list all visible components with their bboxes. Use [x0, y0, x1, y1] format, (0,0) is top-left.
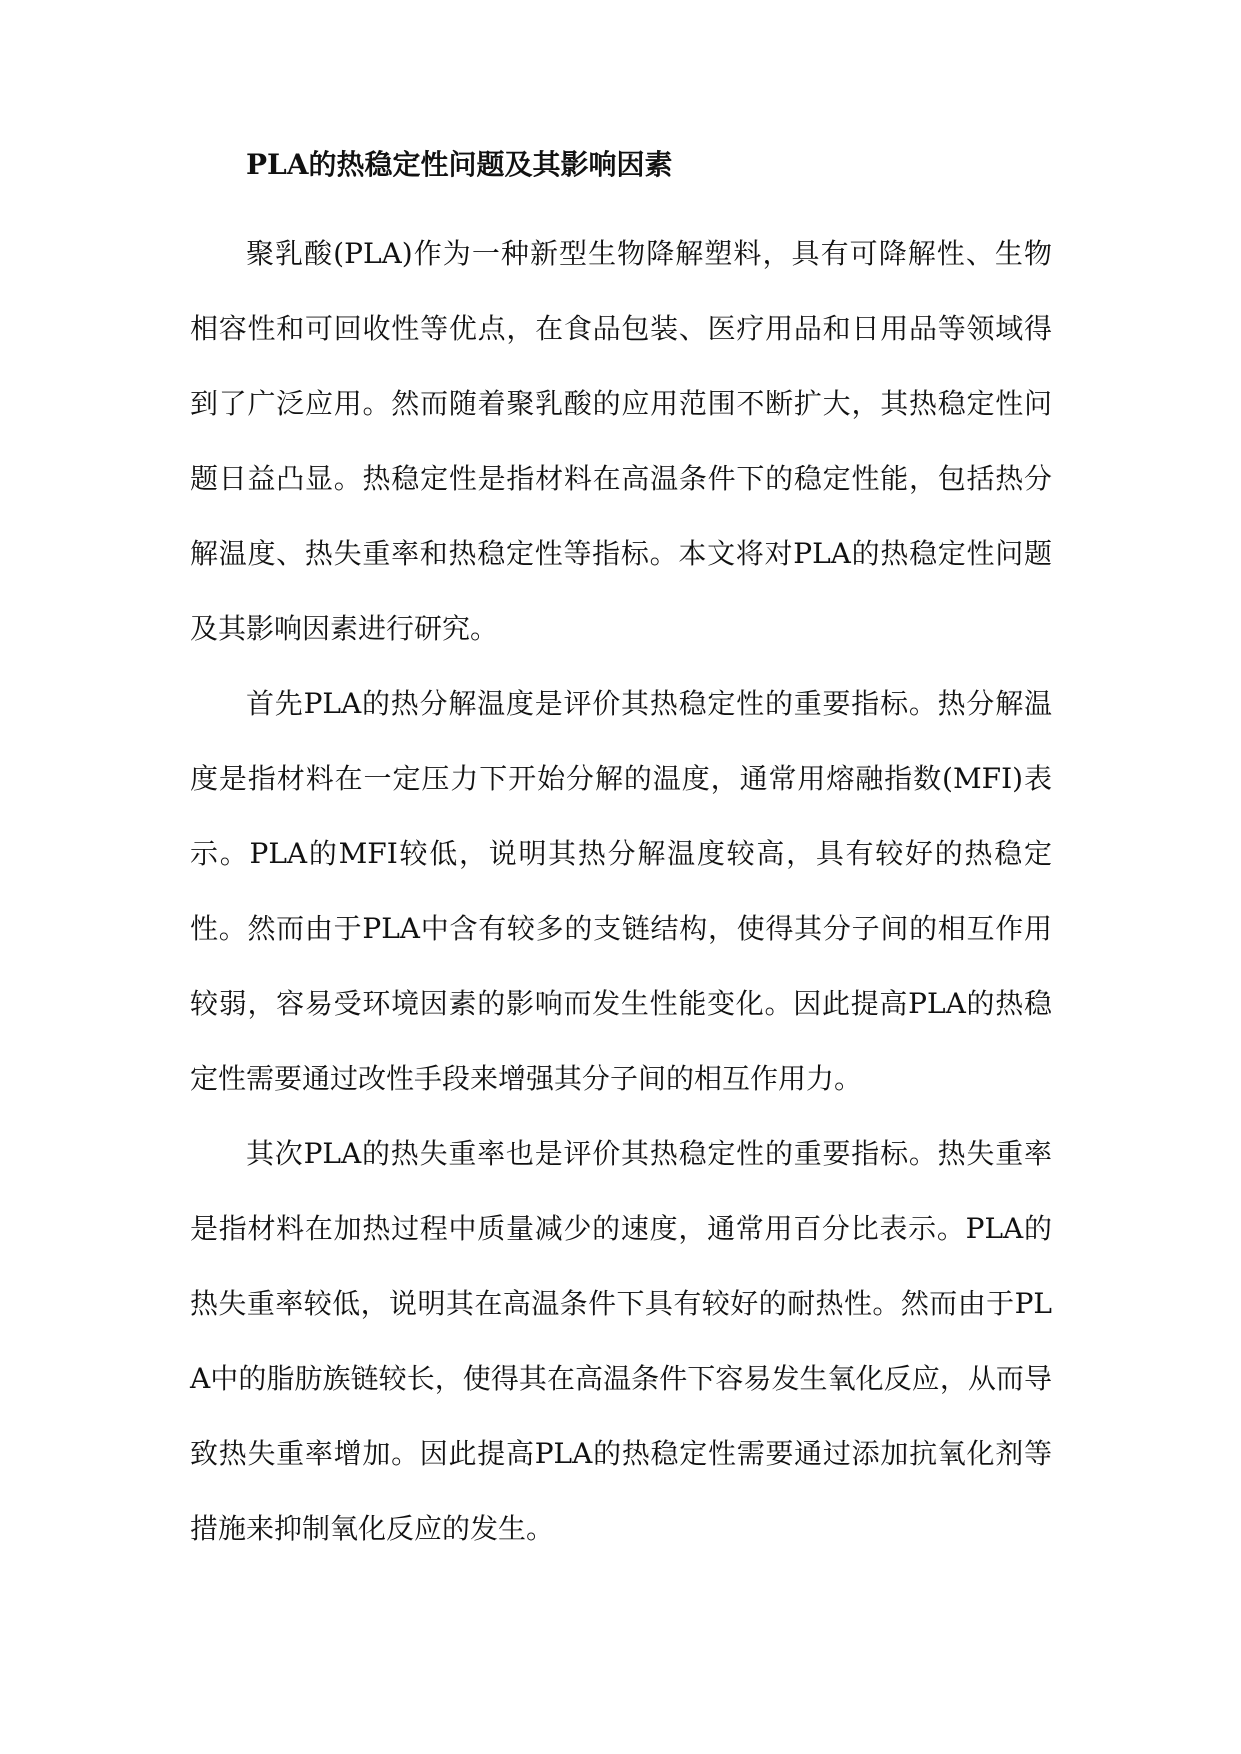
- paragraph-weight-loss-rate: 其次PLA的热失重率也是评价其热稳定性的重要指标。热失重率是指材料在加热过程中质量减少的速度，通常用百分比表示。PLA的热失重率较低，说明其在高温条件下具有较好的耐热性。然而由于PLA中的脂肪族链较长，使得其在高温条件下容易发生氧化反应，从而导致热失重率增加。因此提高PLA的热稳定性需要通过添加抗氧化剂等措施来抑制氧化反应的发生。: [190, 1137, 1052, 1545]
- paragraph-introduction: 聚乳酸(PLA)作为一种新型生物降解塑料，具有可降解性、生物相容性和可回收性等优点，在食品包装、医疗用品和日用品等领域得到了广泛应用。然而随着聚乳酸的应用范围不断扩大，其热稳定性问题日益凸显。热稳定性是指材料在高温条件下的稳定性能，包括热分解温度、热失重率和热稳定性等指标。本文将对PLA的热稳定性问题及其影响因素进行研究。: [190, 237, 1052, 645]
- document-title: PLA的热稳定性问题及其影响因素: [246, 148, 673, 181]
- document-body: [190, 145, 1052, 1566]
- paragraph-decomposition-temperature: 首先PLA的热分解温度是评价其热稳定性的重要指标。热分解温度是指材料在一定压力下开始分解的温度，通常用熔融指数(MFI)表示。PLA的MFI较低，说明其热分解温度较高，具有较好的热稳定性。然而由于PLA中含有较多的支链结构，使得其分子间的相互作用较弱，容易受环境因素的影响而发生性能变化。因此提高PLA的热稳定性需要通过改性手段来增强其分子间的相互作用力。: [190, 687, 1052, 1095]
